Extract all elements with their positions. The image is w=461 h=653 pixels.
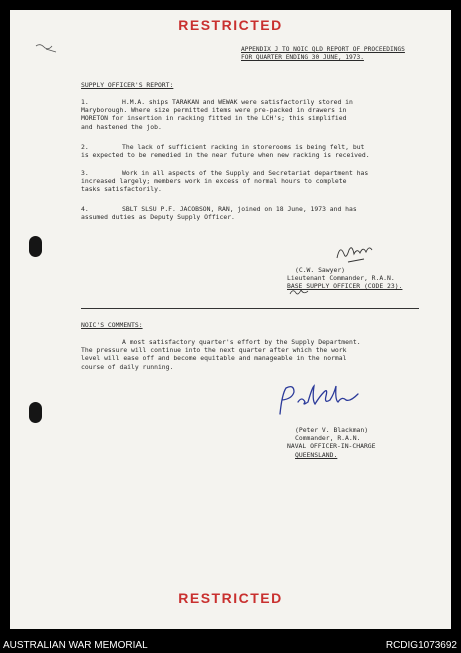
supply-officer-handwritten-signature [334, 240, 380, 266]
paragraph-4 [81, 205, 426, 221]
signatory-rank: Commander, R.A.N. [295, 434, 361, 443]
paragraph-number: 2. [81, 143, 89, 151]
paragraph-text: MORETON for insertion in racking fitted in the LCH's; this simplified [81, 114, 347, 123]
noic-handwritten-signature [272, 382, 364, 418]
noic-comments-paragraph [81, 338, 426, 371]
signatory-name: (C.W. Sawyer) [295, 266, 346, 274]
paragraph-text: H.M.A. ships TARAKAN and WEWAK were satisfactorily stored in [122, 98, 353, 106]
appendix-header [241, 46, 405, 62]
paragraph-text: level will ease off and become equitable and manageable in the normal [81, 354, 347, 363]
paragraph-number: 4. [81, 205, 89, 213]
noic-signature-block [287, 426, 376, 459]
paragraph-text: assumed duties as Deputy Supply Officer. [81, 213, 235, 222]
signatory-place: QUEENSLAND. [295, 450, 338, 459]
supply-report-heading: SUPPLY OFFICER'S REPORT: [81, 81, 174, 89]
restricted-stamp-bottom: RESTRICTED [178, 590, 283, 606]
paragraph-2 [81, 143, 426, 159]
paragraph-text: Maryborough. Where size permitted items were pre-packed in drawers in [81, 106, 347, 115]
paragraph-1 [81, 98, 426, 131]
archive-footer [0, 638, 461, 653]
punch-hole [29, 236, 42, 257]
paragraph-text: SBLT SLSU P.F. JACOBSON, RAN, joined on 18 June, 1973 and has [122, 205, 357, 213]
paragraph-text: increased largely; members work in excess of normal hours to complete [81, 177, 347, 186]
signatory-rank: Lieutenant Commander, R.A.N. [287, 274, 395, 283]
paragraph-text: The lack of sufficient racking in storerooms is being felt, but [122, 143, 365, 151]
paragraph-number: 3. [81, 169, 89, 177]
signatory-name: (Peter V. Blackman) [295, 426, 369, 434]
paragraph-text: A most satisfactory quarter's effort by the Supply Department. [122, 338, 361, 346]
paragraph-text: Work in all aspects of the Supply and Secretariat department has [122, 169, 369, 177]
appendix-line-2: FOR QUARTER ENDING 30 JUNE, 1973. [241, 54, 364, 61]
paragraph-number: 1. [81, 98, 89, 106]
archive-name: AUSTRALIAN WAR MEMORIAL [3, 640, 148, 651]
signatory-title: BASE SUPPLY OFFICER (CODE 23). [287, 282, 403, 291]
signatory-title: NAVAL OFFICER-IN-CHARGE [287, 442, 376, 451]
paragraph-text: course of daily running. [81, 362, 174, 371]
paragraph-text: The pressure will continue into the next quarter after which the work [81, 346, 347, 355]
handwritten-mark [288, 286, 310, 298]
document-page [10, 10, 451, 629]
paragraph-text: tasks satisfactorily. [81, 185, 162, 194]
appendix-line-1: APPENDIX J TO NOIC QLD REPORT OF PROCEEDINGS [241, 46, 405, 53]
noic-comments-heading: NOIC'S COMMENTS: [81, 321, 143, 329]
pen-mark-icon [34, 40, 64, 54]
paragraph-text: and hastened the job. [81, 122, 162, 131]
paragraph-3 [81, 169, 426, 194]
punch-hole [29, 402, 42, 423]
archive-id: RCDIG1073692 [385, 640, 457, 651]
section-divider [81, 308, 419, 309]
paragraph-text: is expected to be remedied in the near future when new racking is received. [81, 151, 370, 160]
restricted-stamp-top: RESTRICTED [178, 17, 283, 33]
